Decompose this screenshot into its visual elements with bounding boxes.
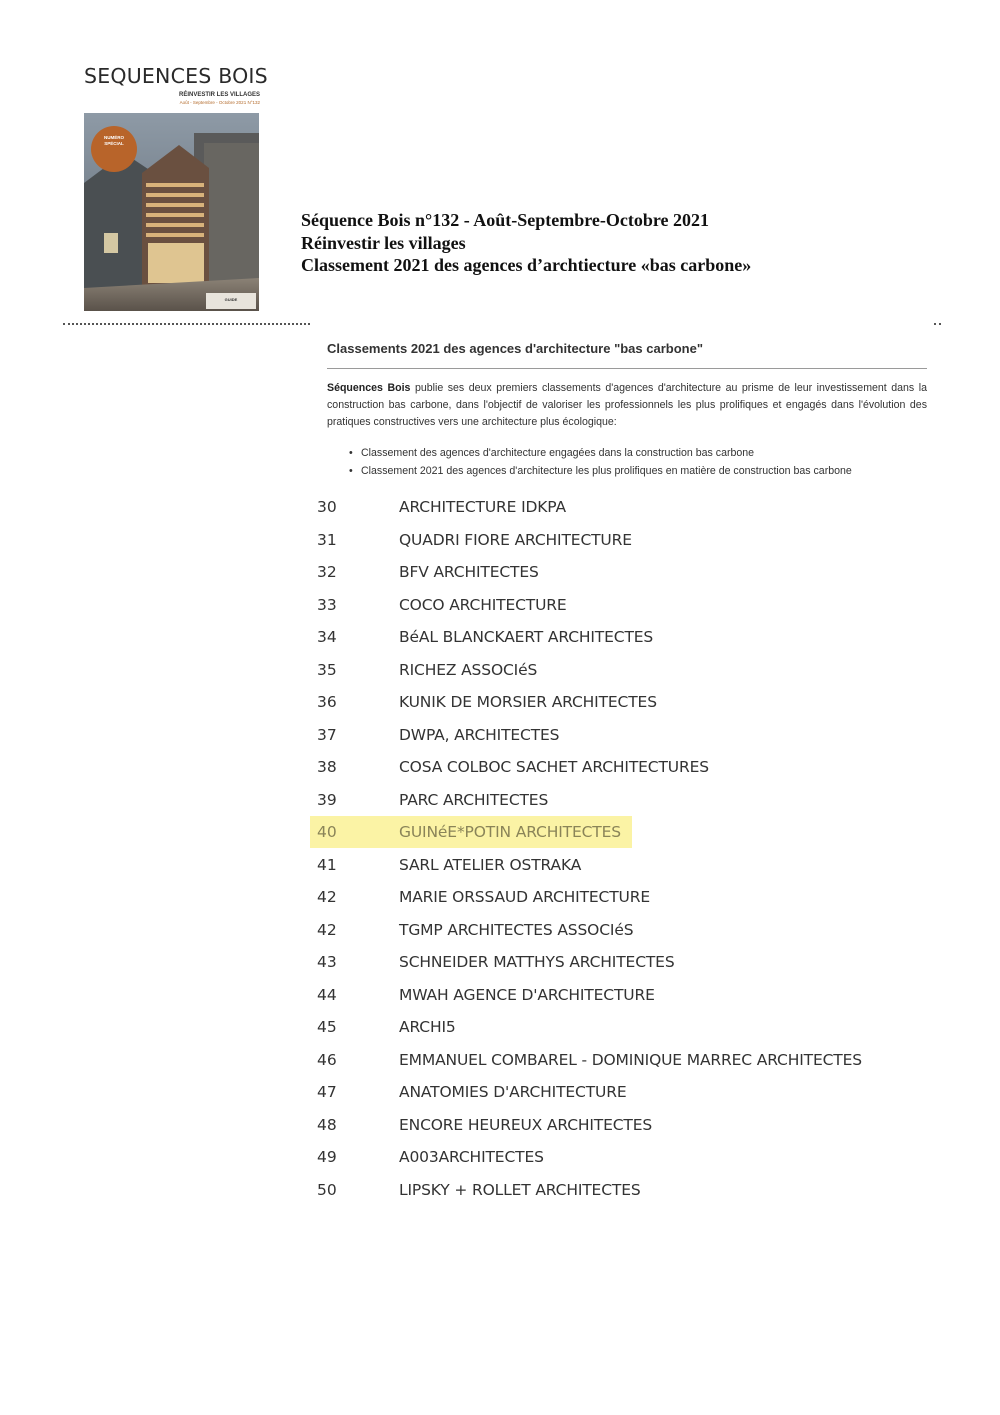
ranking-position: 43 — [317, 953, 337, 971]
magazine-cover-image — [84, 113, 259, 311]
ranking-position: 30 — [317, 498, 337, 516]
ranking-position: 45 — [317, 1018, 337, 1036]
magazine-title: SEQUENCES BOIS — [84, 64, 268, 88]
magazine-issue-line: Août - Septembre - Octobre 2021 N°132 — [179, 100, 260, 105]
ranking-position: 39 — [317, 790, 337, 809]
ranking-position: 31 — [317, 530, 337, 549]
ranking-position: 32 — [317, 563, 337, 581]
ranking-position: 48 — [317, 1115, 337, 1134]
agency-name: COSA COLBOC SACHET ARCHITECTURES — [399, 758, 709, 776]
ranking-row — [310, 881, 930, 914]
ranking-row-highlighted — [310, 816, 930, 849]
ranking-row — [310, 719, 930, 752]
agency-name: ARCHITECTURE IDKPA — [399, 498, 566, 516]
ranking-position: 38 — [317, 758, 337, 776]
ranking-row — [310, 1011, 930, 1044]
article-bullet-list — [349, 444, 852, 480]
ranking-list — [310, 491, 930, 1206]
dotted-separator — [63, 323, 310, 325]
ranking-position: 42 — [317, 920, 337, 939]
heading-line-3: Classement 2021 des agences d’archtiecture «bas carbone» — [301, 255, 752, 275]
agency-name: KUNIK DE MORSIER ARCHITECTES — [399, 693, 657, 711]
svg-text:NUMÉRO: NUMÉRO — [104, 135, 124, 140]
agency-name: BFV ARCHITECTES — [399, 563, 539, 581]
agency-name: SARL ATELIER OSTRAKA — [399, 855, 582, 874]
agency-name: A003ARCHITECTES — [399, 1148, 544, 1166]
ranking-row — [310, 849, 930, 882]
ranking-row — [310, 491, 930, 524]
article-intro — [327, 380, 927, 431]
ranking-row — [310, 654, 930, 687]
svg-text:SPÉCIAL: SPÉCIAL — [104, 141, 124, 146]
document-heading — [301, 209, 751, 277]
agency-name: COCO ARCHITECTURE — [399, 595, 567, 614]
ranking-row — [310, 524, 930, 557]
agency-name: SCHNEIDER MATTHYS ARCHITECTES — [399, 953, 675, 971]
ranking-position: 46 — [317, 1050, 337, 1069]
article-intro-brand: Séquences Bois — [327, 382, 411, 394]
ranking-row — [310, 751, 930, 784]
ranking-position: 37 — [317, 725, 337, 744]
ranking-row — [310, 621, 930, 654]
agency-name: MARIE ORSSAUD ARCHITECTURE — [399, 888, 650, 906]
ranking-row — [310, 589, 930, 622]
agency-name: BéAL BLANCKAERT ARCHITECTES — [399, 628, 654, 646]
ranking-position: 33 — [317, 595, 337, 614]
ranking-row — [310, 1076, 930, 1109]
agency-name: PARC ARCHITECTES — [399, 790, 549, 809]
ranking-row — [310, 946, 930, 979]
article-divider — [327, 368, 927, 369]
agency-name: LIPSKY + ROLLET ARCHITECTES — [399, 1180, 641, 1199]
ranking-row — [310, 979, 930, 1012]
agency-name: MWAH AGENCE D'ARCHITECTURE — [399, 985, 655, 1004]
article-bullet: • Classement 2021 des agences d'architecture les plus prolifiques en matière de construction bas carbone — [349, 462, 852, 480]
heading-line-2: Réinvestir les villages — [301, 232, 466, 253]
ranking-row — [310, 1174, 930, 1207]
heading-line-1: Séquence Bois n°132 - Août-Septembre-Octobre 2021 — [301, 210, 710, 230]
magazine-subtitle: RÉINVESTIR LES VILLAGES — [178, 92, 260, 98]
ranking-row — [310, 1109, 930, 1142]
svg-text:GUIDE: GUIDE — [224, 297, 238, 302]
agency-name: DWPA, ARCHITECTES — [399, 725, 560, 744]
ranking-position: 44 — [317, 985, 337, 1004]
ranking-row — [310, 1044, 930, 1077]
ranking-position: 35 — [317, 660, 337, 679]
agency-name: RICHEZ ASSOCIéS — [399, 660, 538, 679]
ranking-row — [310, 1141, 930, 1174]
ranking-position: 47 — [317, 1083, 337, 1101]
ranking-row — [310, 686, 930, 719]
agency-name: EMMANUEL COMBAREL - DOMINIQUE MARREC ARCHITECTES — [399, 1050, 862, 1069]
ranking-position: 34 — [317, 628, 337, 646]
agency-name: ANATOMIES D'ARCHITECTURE — [399, 1083, 627, 1101]
article-title: Classements 2021 des agences d'architecture "bas carbone" — [327, 341, 703, 356]
agency-name: GUINéE*POTIN ARCHITECTES — [399, 823, 621, 841]
ranking-row — [310, 556, 930, 589]
ranking-position: 49 — [317, 1148, 337, 1166]
article-intro-text: publie ses deux premiers classements d'agences d'architecture au prisme de leur investissement dans la construction bas carbone, dans l'objectif de valoriser les professionnels les plus prolifiques et engagés dans l'évolution des pratiques constructives vers une architecture plus écologique: — [327, 382, 927, 428]
dotted-separator-end — [934, 323, 941, 325]
ranking-position: 42 — [317, 888, 337, 906]
ranking-position: 50 — [317, 1180, 337, 1199]
ranking-position: 41 — [317, 855, 337, 874]
agency-name: ARCHI5 — [399, 1018, 456, 1036]
ranking-row — [310, 914, 930, 947]
agency-name: TGMP ARCHITECTES ASSOCIéS — [399, 920, 634, 939]
ranking-row — [310, 784, 930, 817]
cover-photo — [84, 113, 259, 311]
agency-name: ENCORE HEUREUX ARCHITECTES — [399, 1115, 653, 1134]
ranking-position: 36 — [317, 693, 337, 711]
article-bullet: • Classement des agences d'architecture engagées dans la construction bas carbone — [349, 444, 852, 462]
agency-name: QUADRI FIORE ARCHITECTURE — [399, 530, 632, 549]
ranking-position: 40 — [317, 823, 337, 841]
